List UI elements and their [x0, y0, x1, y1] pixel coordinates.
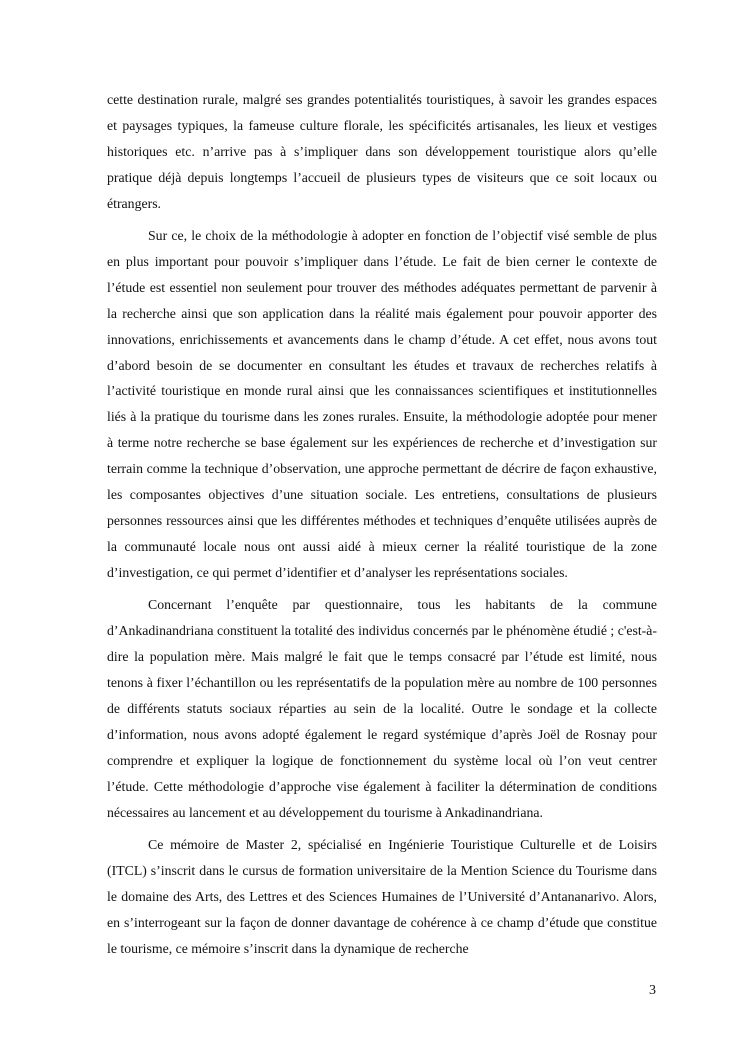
paragraph-3: Concernant l’enquête par questionnaire, tous les habitants de la commune d’Ankadinandriana constituent la totalité des individus concernés par le phénomène étudié ; c'est-à-dire la population mère. Mais malgré le fait que le temps consacré par l’étude est limité, nous tenons à fixer l’échantillon ou les représentatifs de la population mère au nombre de 100 personnes de différents statuts sociaux réparties au sein de la localité. Outre le sondage et la collecte d’information, nous avons adopté également le regard systémique d’après Joël de Rosnay pour comprendre et expliquer la logique de fonctionnement du système local où l’on veut centrer l’étude. Cette méthodologie d’approche vise également à faciliter la détermination de conditions nécessaires au lancement et au développement du tourisme à Ankadinandriana. [107, 597, 657, 820]
paragraph-4: Ce mémoire de Master 2, spécialisé en Ingénierie Touristique Culturelle et de Loisirs (ITCL) s’inscrit dans le cursus de formation universitaire de la Mention Science du Tourisme dans le domaine des Arts, des Lettres et des Sciences Humaines de l’Université d’Antananarivo. Alors, en s’interrogeant sur la façon de donner davantage de cohérence à ce champ d’étude que constitue le tourisme, ce mémoire s’inscrit dans la dynamique de recherche [107, 836, 657, 956]
page-number: 3 [649, 983, 656, 998]
paragraph-2: Sur ce, le choix de la méthodologie à adopter en fonction de l’objectif visé semble de plus en plus important pour pouvoir s’impliquer dans l’étude. Le fait de bien cerner le contexte de l’étude est essentiel non seulement pour trouver des méthodes adéquates permettant de parvenir à la recherche ainsi que son application dans la réalité mais également pour pouvoir apporter des innovations, enrichissements et avancements dans le champ d’étude. A cet effet, nous avons tout d’abord besoin de se documenter en consultant les études et travaux de recherches relatifs à l’activité touristique en monde rural ainsi que les connaissances scientifiques et institutionnelles liés à la pratique du tourisme dans les zones rurales. Ensuite, la méthodologie adoptée pour mener à terme notre recherche se base également sur les expériences de recherche et d’investigation sur terrain comme la technique d’observation, une approche permettant de décrire de façon exhaustive, les composantes objectives d’une situation sociale. Les entretiens, consultations de plusieurs personnes ressources ainsi que les différentes méthodes et techniques d’enquête utilisées auprès de la communauté locale nous ont aussi aidé à mieux cerner la réalité touristique de la zone d’investigation, ce qui permet d’identifier et d’analyser les représentations sociales. [107, 227, 657, 581]
paragraph-1: cette destination rurale, malgré ses grandes potentialités touristiques, à savoir les grandes espaces et paysages typiques, la fameuse culture florale, les spécificités artisanales, les lieux et vestiges historiques etc. n’arrive pas à s’impliquer dans son développement touristique alors qu’elle pratique déjà depuis longtemps l’accueil de plusieurs types de visiteurs que ce soit locaux ou étrangers. [107, 92, 657, 211]
body-text [107, 87, 657, 967]
